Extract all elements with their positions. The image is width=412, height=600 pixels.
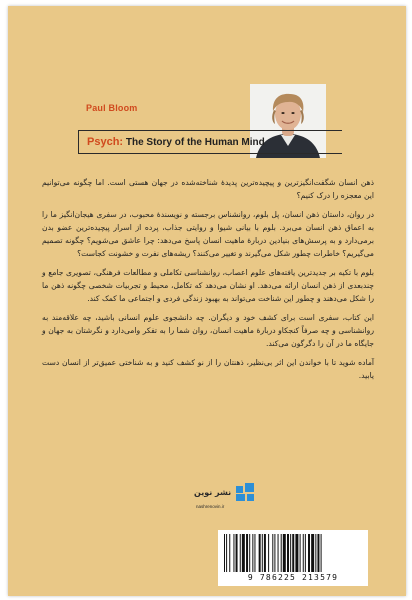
blurb-paragraph: بلوم با تکیه بر جدیدترین یافته‌های علوم اعصاب، روانشناسی تکاملی و مطالعات فرهنگی، تصویری جامع و چندبعدی از ذهن انسان ارائه می‌دهد. او نشان می‌دهد که تکامل، محیط و تجربیات شخصی چگونه ذهن ما را شکل می‌دهند و چطور این شناخت می‌تواند به بهبود زندگی فردی و اجتماعی ما کمک کند.	[42, 268, 374, 303]
barcode-bar	[229, 534, 230, 572]
barcode-bar	[295, 534, 298, 572]
barcode-bar	[264, 534, 266, 572]
barcode-bar	[262, 534, 263, 572]
barcode-bar	[236, 534, 238, 572]
barcode-bar	[290, 534, 291, 572]
barcode-bar	[224, 534, 225, 572]
author-name: Paul Bloom	[86, 103, 138, 113]
barcode-bar	[226, 534, 227, 572]
barcode-bar	[278, 534, 279, 572]
publisher-website: nashrenovin.ir	[196, 504, 225, 509]
isbn-barcode	[218, 530, 368, 586]
barcode-bar	[268, 534, 269, 572]
barcode-bar	[303, 534, 304, 572]
barcode-bar	[240, 534, 241, 572]
book-back-cover	[8, 6, 406, 596]
barcode-bar	[292, 534, 294, 572]
barcode-bar	[246, 534, 248, 572]
blurb-text	[42, 176, 374, 388]
title-lead: Psych:	[87, 136, 124, 148]
barcode-bar	[249, 534, 250, 572]
barcode-bar	[274, 534, 275, 572]
barcode-bar	[233, 534, 234, 572]
blurb-paragraph: در روان، داستان ذهن انسان، پل بلوم، روانشناس برجسته و نویسندهٔ محبوب، در سفری هیجان‌انگیز ما را به اعماق ذهن انسان می‌برد. بلوم با بیانی شیوا و روایتی جذاب، پرده از اسرار پیچیده‌ترین عضو بدن برمی‌دارد و به پرسش‌های بنیادین دربارهٔ ماهیت انسان پاسخ می‌دهد: چرا عاشق می‌شویم؟ چگونه تصمیم می‌گیریم؟ خاطرات چطور شکل می‌گیرند و تغییر می‌کنند؟ ریشه‌های نفرت و خشونت کجاست؟	[42, 210, 374, 258]
barcode-bar	[272, 534, 273, 572]
barcode-bar	[308, 534, 310, 572]
blurb-paragraph: این کتاب، سفری است برای کشف خود و دیگران. چه دانشجوی علوم انسانی باشید، چه علاقه‌مند به روانشناسی و چه صرفاً کنجکاو دربارهٔ ماهیت انسان، روان شما را به تفکر وامی‌دارد و نگرشتان به جهان و جایگاه ما در آن را دگرگون می‌کند.	[42, 313, 374, 348]
barcode-bar	[300, 534, 301, 572]
barcode-bar	[281, 534, 282, 572]
isbn-number: 9 786225 213579	[247, 573, 339, 582]
barcode-bar	[242, 534, 245, 572]
barcode-bar	[321, 534, 322, 572]
barcode-bar	[254, 534, 255, 572]
barcode-bar	[287, 534, 289, 572]
barcode-bars	[224, 534, 362, 572]
barcode-bar	[315, 534, 316, 572]
barcode-bar	[317, 534, 319, 572]
book-title-box	[78, 130, 342, 154]
barcode-bar	[252, 534, 253, 572]
publisher-name: نشر نوین	[194, 487, 232, 497]
blurb-paragraph: آماده شوید تا با خواندن این اثر بی‌نظیر، ذهنتان را از نو کشف کنید و به شناختی عمیق‌تر از انسان دست یابید.	[42, 358, 374, 380]
publisher-mark-icon	[235, 482, 255, 502]
blurb-paragraph: ذهن انسان شگفت‌انگیزترین و پیچیده‌ترین پدیدهٔ شناخته‌شده در جهان هستی است. اما چگونه می‌توانیم این معجزه را درک کنیم؟	[42, 178, 374, 200]
barcode-bar	[311, 534, 314, 572]
barcode-bar	[259, 534, 261, 572]
title-subtitle: The Story of the Human Mind	[125, 136, 265, 148]
barcode-bar	[305, 534, 306, 572]
publisher-logo	[194, 482, 274, 520]
barcode-bar	[283, 534, 286, 572]
